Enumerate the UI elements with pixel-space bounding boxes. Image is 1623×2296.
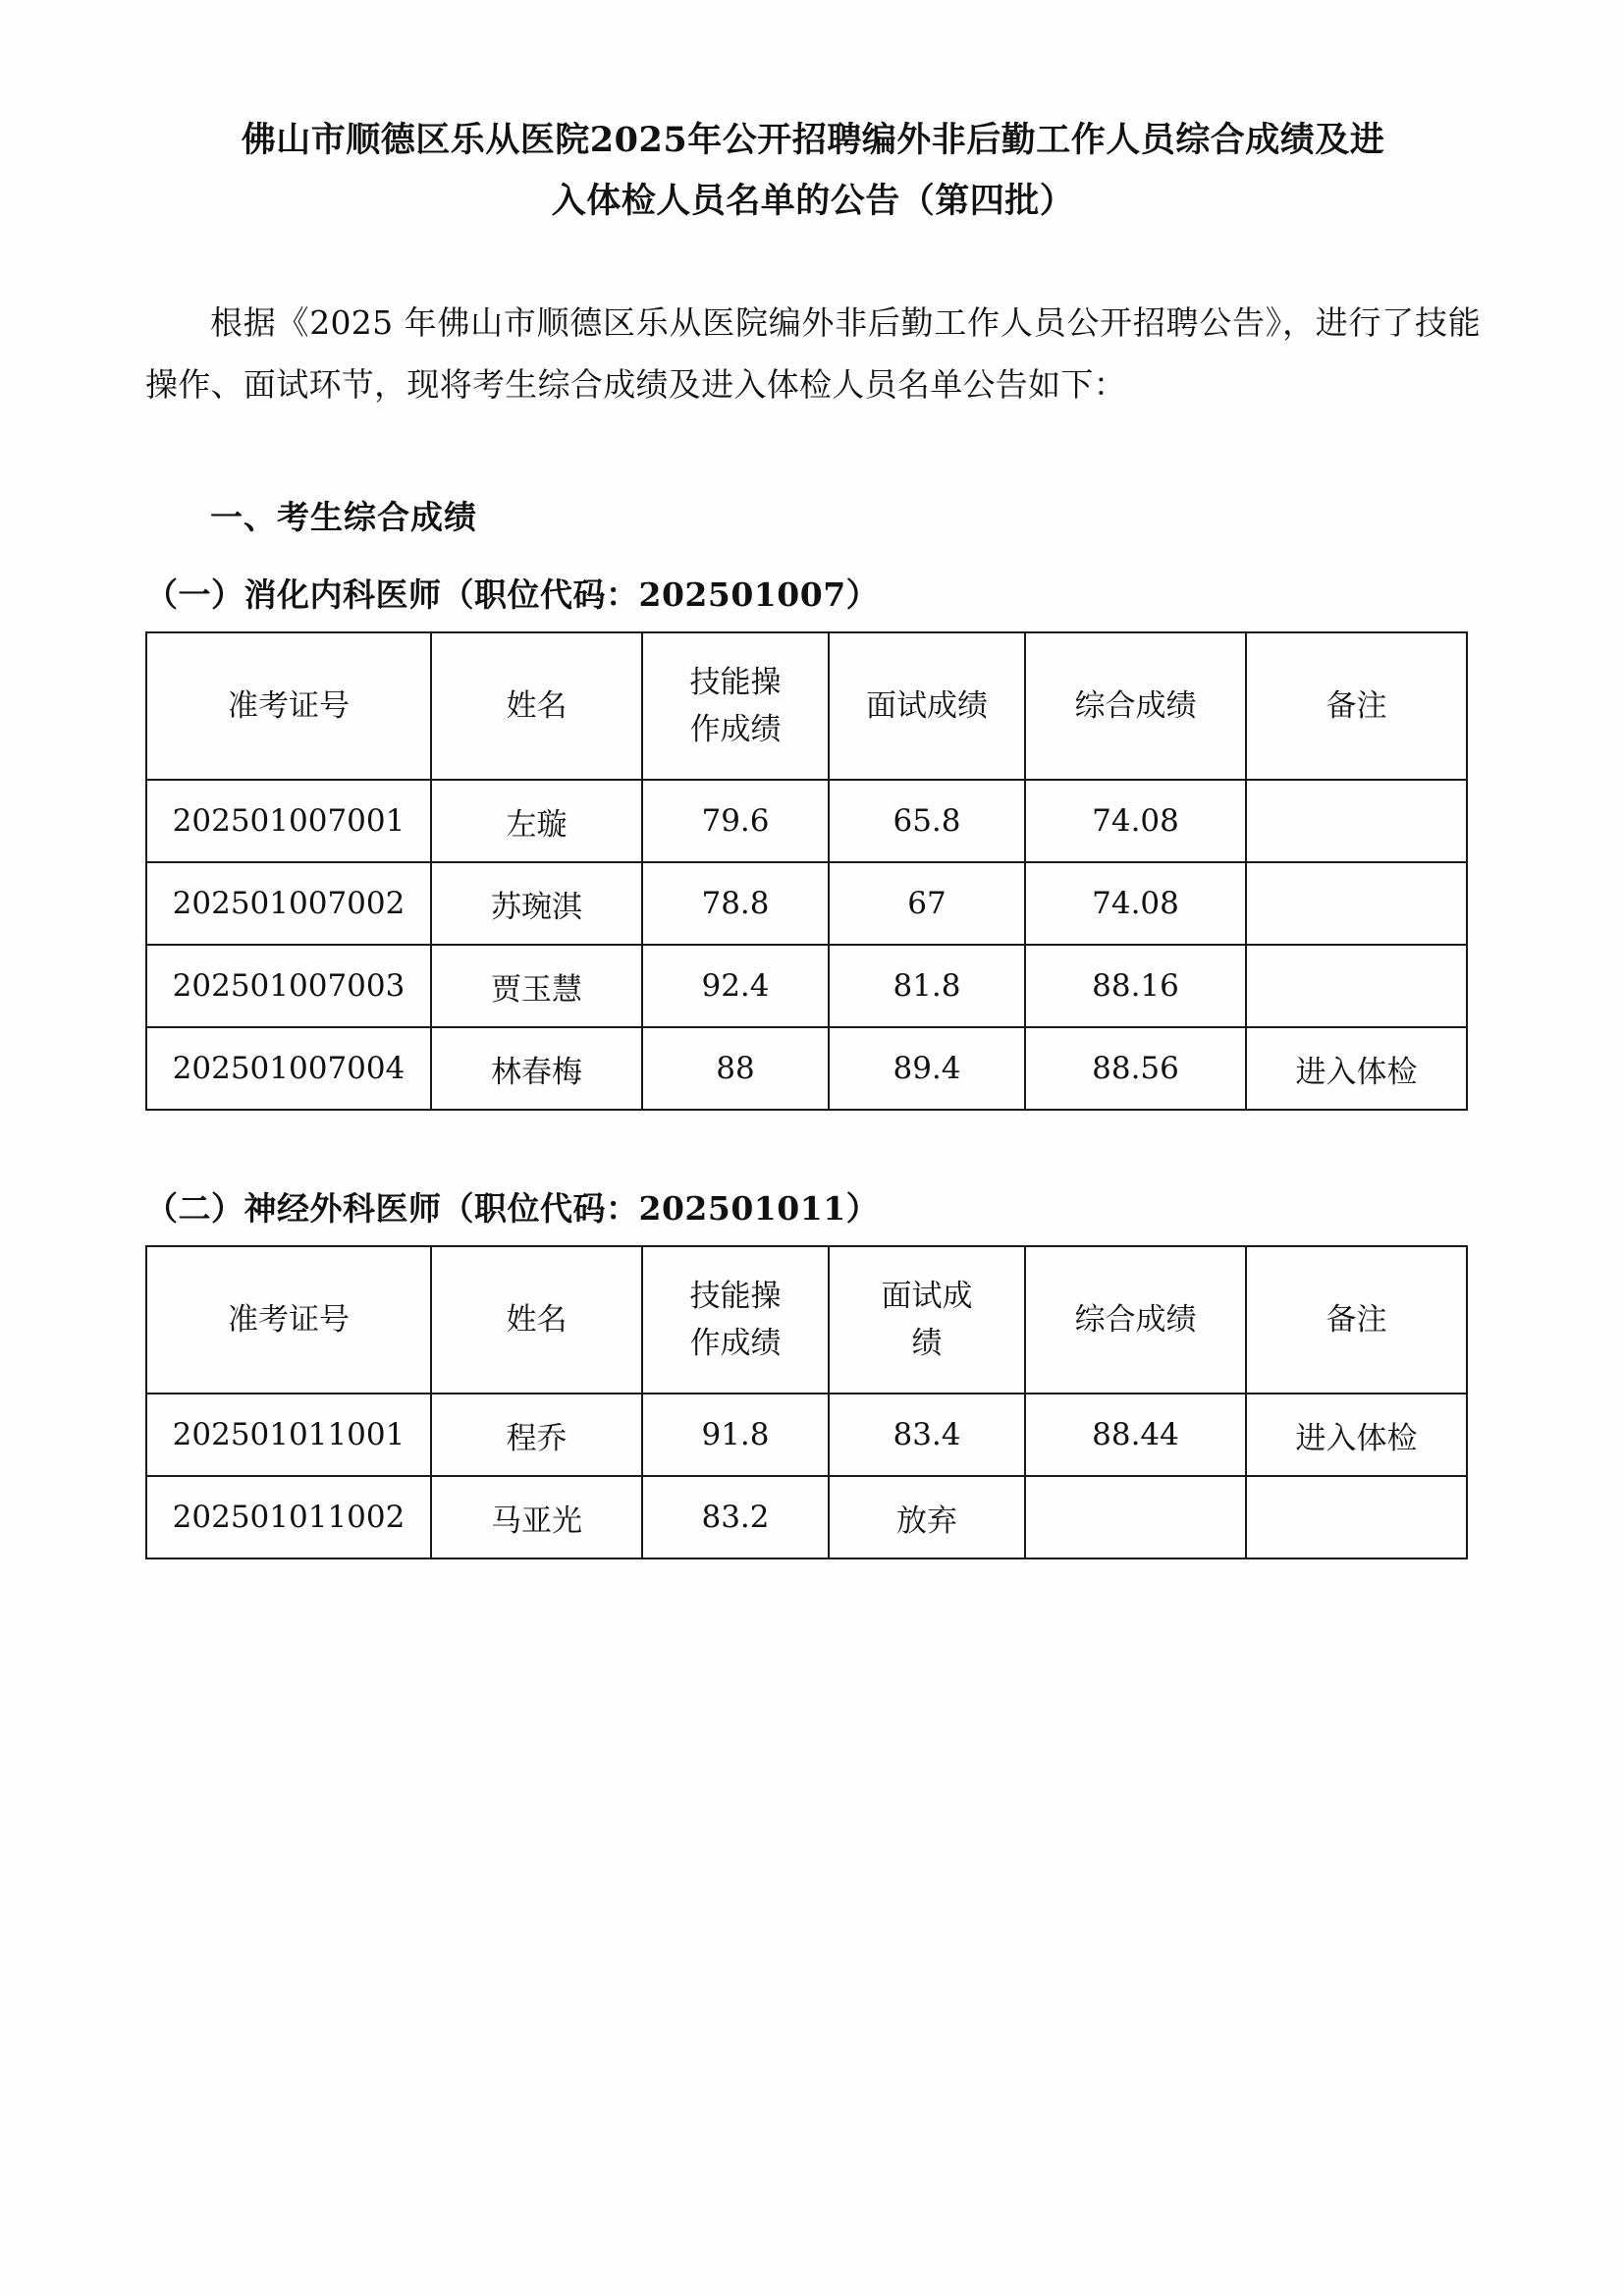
page-title	[145, 0, 1481, 233]
cell-note: 进入体检	[1246, 1394, 1467, 1476]
column-header-interview-score: 面试成绩	[829, 632, 1025, 780]
table-wrapper-1	[145, 616, 1481, 1111]
cell-name: 苏琬淇	[431, 862, 642, 945]
table-header-row	[146, 1246, 1467, 1394]
table-row	[146, 1027, 1467, 1110]
table-2-body	[146, 1394, 1467, 1558]
page-title-line-1: 佛山市顺德区乐从医院2025年公开招聘编外非后勤工作人员综合成绩及进	[241, 120, 1385, 160]
cell-composite-score: 74.08	[1025, 862, 1246, 945]
cell-skill-score: 91.8	[642, 1394, 829, 1476]
column-header-skill-score	[642, 1246, 829, 1394]
table-1-body	[146, 780, 1467, 1110]
cell-note	[1246, 862, 1467, 945]
scores-table-2	[145, 1245, 1468, 1559]
table-row	[146, 1394, 1467, 1476]
interview-header-line-1: 面试成	[881, 1279, 973, 1315]
cell-composite-score	[1025, 1476, 1246, 1558]
section-heading-scores: 一、考生综合成绩	[210, 498, 477, 537]
cell-composite-score: 88.16	[1025, 945, 1246, 1027]
cell-note: 进入体检	[1246, 1027, 1467, 1110]
cell-interview-score: 65.8	[829, 780, 1025, 862]
page-title-line-2: 入体检人员名单的公告（第四批）	[551, 181, 1075, 222]
table-header-row	[146, 632, 1467, 780]
cell-interview-score: 83.4	[829, 1394, 1025, 1476]
cell-name: 程乔	[431, 1394, 642, 1476]
column-header-composite-score: 综合成绩	[1025, 1246, 1246, 1394]
document-content	[145, 0, 1481, 1559]
cell-interview-score: 放弃	[829, 1476, 1025, 1558]
table-row	[146, 945, 1467, 1027]
cell-skill-score: 79.6	[642, 780, 829, 862]
cell-name: 马亚光	[431, 1476, 642, 1558]
cell-name: 贾玉慧	[431, 945, 642, 1027]
skill-header-line-2: 作成绩	[689, 1326, 782, 1362]
cell-note	[1246, 780, 1467, 862]
column-header-interview-score	[829, 1246, 1025, 1394]
cell-exam-no: 202501011001	[146, 1394, 431, 1476]
cell-note	[1246, 945, 1467, 1027]
cell-name: 左璇	[431, 780, 642, 862]
section-spacer	[145, 1111, 1481, 1183]
cell-exam-no: 202501007004	[146, 1027, 431, 1110]
column-header-skill-score	[642, 632, 829, 780]
column-header-note: 备注	[1246, 1246, 1467, 1394]
cell-exam-no: 202501011002	[146, 1476, 431, 1558]
cell-composite-score: 88.44	[1025, 1394, 1246, 1476]
cell-composite-score: 88.56	[1025, 1027, 1246, 1110]
column-header-note: 备注	[1246, 632, 1467, 780]
intro-paragraph: 根据《2025 年佛山市顺德区乐从医院编外非后勤工作人员公开招聘公告》，进行了技能操作、面试环节，现将考生综合成绩及进入体检人员名单公告如下：	[145, 302, 1481, 404]
table-row	[146, 780, 1467, 862]
cell-interview-score: 81.8	[829, 945, 1025, 1027]
column-header-name: 姓名	[431, 1246, 642, 1394]
column-header-name: 姓名	[431, 632, 642, 780]
cell-exam-no: 202501007002	[146, 862, 431, 945]
table-row	[146, 1476, 1467, 1558]
subsection-heading-1: （一）消化内科医师（职位代码：202501007）	[145, 575, 880, 615]
table-row	[146, 862, 1467, 945]
column-header-exam-no: 准考证号	[146, 632, 431, 780]
cell-interview-score: 89.4	[829, 1027, 1025, 1110]
table-wrapper-2	[145, 1230, 1481, 1559]
cell-skill-score: 88	[642, 1027, 829, 1110]
cell-name: 林春梅	[431, 1027, 642, 1110]
skill-header-line-1: 技能操	[689, 1279, 782, 1315]
scores-table-1	[145, 631, 1468, 1111]
interview-header-line-2: 绩	[911, 1326, 943, 1362]
cell-note	[1246, 1476, 1467, 1558]
skill-header-line-1: 技能操	[689, 665, 782, 701]
column-header-composite-score: 综合成绩	[1025, 632, 1246, 780]
column-header-exam-no: 准考证号	[146, 1246, 431, 1394]
subsection-heading-2: （二）神经外科医师（职位代码：202501011）	[145, 1189, 880, 1229]
cell-skill-score: 83.2	[642, 1476, 829, 1558]
table-2-header	[146, 1246, 1467, 1394]
cell-interview-score: 67	[829, 862, 1025, 945]
skill-header-line-2: 作成绩	[689, 712, 782, 748]
cell-exam-no: 202501007001	[146, 780, 431, 862]
cell-exam-no: 202501007003	[146, 945, 431, 1027]
table-1-header	[146, 632, 1467, 780]
cell-composite-score: 74.08	[1025, 780, 1246, 862]
cell-skill-score: 92.4	[642, 945, 829, 1027]
cell-skill-score: 78.8	[642, 862, 829, 945]
